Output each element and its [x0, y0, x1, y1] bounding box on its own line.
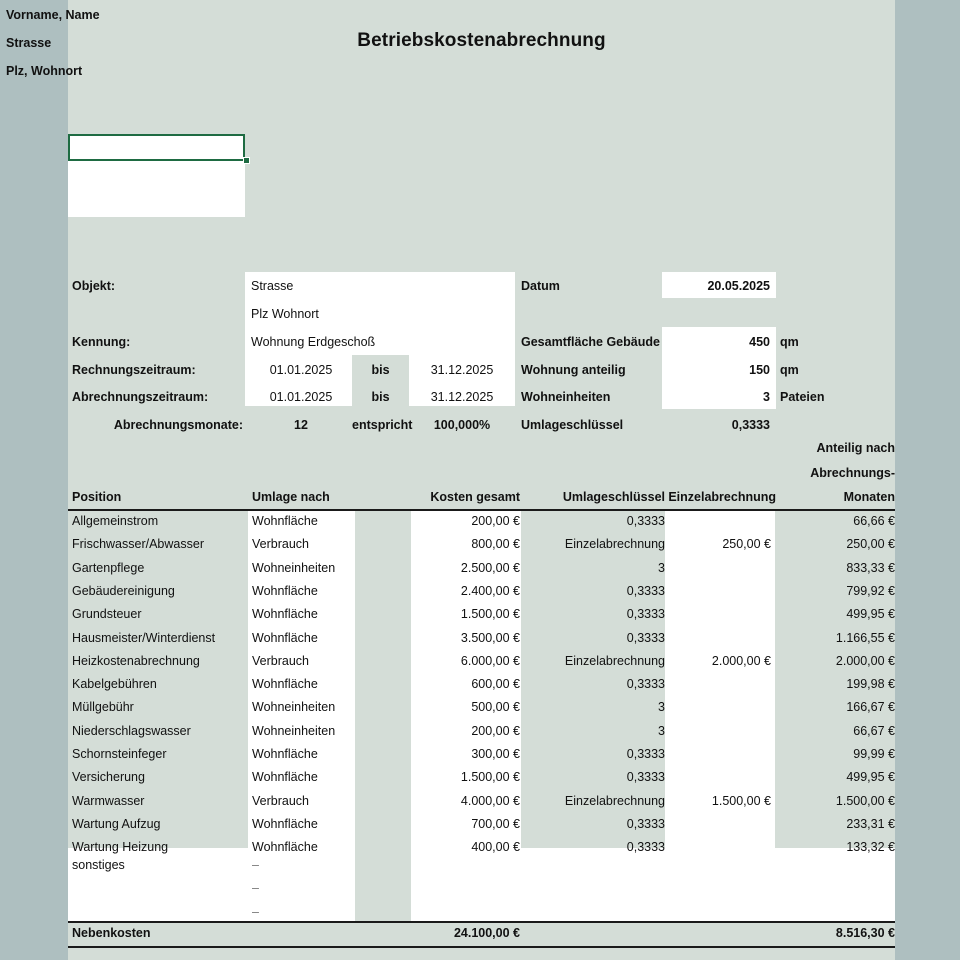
cell-anteilig[interactable]: 133,32 €	[846, 840, 895, 855]
cell-anteilig[interactable]: 799,92 €	[846, 583, 895, 598]
datum-value[interactable]: 20.05.2025	[707, 279, 770, 293]
cell-position[interactable]: Heizkostenabrechnung	[72, 653, 200, 668]
cell-anteilig[interactable]: 66,67 €	[853, 723, 895, 738]
cell-anteilig[interactable]: 99,99 €	[853, 747, 895, 761]
abrechnungszeitraum-from[interactable]: 01.01.2025	[269, 390, 333, 404]
cell-position[interactable]: Kabelgebühren	[72, 677, 157, 692]
cell-anteilig[interactable]: 1.500,00 €	[835, 793, 895, 808]
total-top-rule	[68, 921, 895, 923]
wohnung-anteilig-unit: qm	[780, 363, 799, 377]
cell-kosten-gesamt[interactable]: 300,00 €	[471, 747, 520, 761]
address-line-city[interactable]: Plz, Wohnort	[6, 64, 83, 78]
cell-umlageschluessel[interactable]: 0,3333	[626, 583, 665, 598]
cell-kosten-gesamt[interactable]: 2.400,00 €	[460, 583, 520, 598]
wohneinheiten-unit: Pateien	[780, 390, 825, 404]
gesamtflaeche-label: Gesamtfläche Gebäude	[521, 335, 660, 349]
cell-umlage-nach[interactable]: Wohneinheiten	[252, 700, 336, 715]
abrechnungszeitraum-bis-label: bis	[371, 390, 390, 404]
cell-einzelabrechnung[interactable]: 250,00 €	[722, 537, 771, 552]
band-sonstiges-umlageschluessel	[521, 848, 665, 921]
cell-umlage-nach[interactable]: Wohnfläche	[252, 816, 318, 831]
cell-umlage-nach[interactable]: Wohnfläche	[252, 514, 318, 528]
cell-umlageschluessel[interactable]: 3	[658, 700, 665, 715]
rechnungszeitraum-from[interactable]: 01.01.2025	[269, 363, 333, 377]
objekt-street-value[interactable]: Strasse	[251, 279, 294, 293]
abrechnungszeitraum-to[interactable]: 31.12.2025	[430, 390, 494, 404]
total-anteilig: 8.516,30 €	[835, 926, 895, 940]
cell-kosten-gesamt[interactable]: 400,00 €	[471, 840, 520, 855]
sonstiges-label: sonstiges	[72, 858, 125, 872]
objekt-label: Objekt:	[72, 279, 116, 293]
cell-umlage-nach[interactable]: Wohnfläche	[252, 770, 318, 785]
cell-umlageschluessel[interactable]: Einzelabrechnung	[564, 793, 665, 808]
header-umlageschluessel: Umlageschlüssel	[562, 490, 665, 504]
cell-kosten-gesamt[interactable]: 200,00 €	[471, 723, 520, 738]
cell-anteilig[interactable]: 833,33 €	[846, 560, 895, 575]
cell-umlageschluessel[interactable]: 3	[658, 560, 665, 575]
cell-umlageschluessel[interactable]: 0,3333	[626, 770, 665, 785]
cell-position[interactable]: Niederschlagswasser	[72, 723, 191, 738]
cell-umlageschluessel[interactable]: 0,3333	[626, 816, 665, 831]
entspricht-value[interactable]: 100,000%	[433, 418, 491, 432]
sonstiges-dash[interactable]: –	[252, 881, 259, 896]
cell-umlage-nach[interactable]: Wohnfläche	[252, 583, 318, 598]
cell-position[interactable]: Grundsteuer	[72, 607, 142, 622]
gesamtflaeche-value[interactable]: 450	[749, 335, 770, 349]
total-kosten-gesamt: 24.100,00 €	[453, 926, 520, 940]
entspricht-label: entspricht	[352, 418, 413, 432]
cell-position[interactable]: Schornsteinfeger	[72, 747, 167, 761]
cell-umlageschluessel[interactable]: 3	[658, 723, 665, 738]
cell-kosten-gesamt[interactable]: 2.500,00 €	[460, 560, 520, 575]
sonstiges-dash[interactable]: –	[252, 904, 259, 919]
address-block	[68, 134, 245, 217]
address-line-street[interactable]: Strasse	[6, 36, 52, 50]
wohneinheiten-value[interactable]: 3	[763, 390, 770, 404]
cell-kosten-gesamt[interactable]: 700,00 €	[471, 816, 520, 831]
cell-einzelabrechnung[interactable]: 2.000,00 €	[711, 653, 771, 668]
total-bottom-rule	[68, 946, 895, 948]
header-kosten-gesamt: Kosten gesamt	[430, 490, 520, 504]
page-title: Betriebskostenabrechnung	[357, 30, 606, 51]
header-umlage-nach: Umlage nach	[252, 490, 330, 504]
header-anteilig-line2: Abrechnungs-	[810, 466, 895, 480]
gesamtflaeche-unit: qm	[780, 335, 799, 349]
cell-umlage-nach[interactable]: Verbrauch	[252, 537, 309, 552]
cell-position[interactable]: Wartung Heizung	[72, 840, 169, 855]
cell-umlageschluessel[interactable]: 0,3333	[626, 677, 665, 692]
cell-position[interactable]: Allgemeinstrom	[72, 514, 159, 528]
cell-position[interactable]: Gartenpflege	[72, 560, 145, 575]
cell-kosten-gesamt[interactable]: 500,00 €	[471, 700, 520, 715]
rechnungszeitraum-label: Rechnungszeitraum:	[72, 363, 196, 377]
cell-umlage-nach[interactable]: Verbrauch	[252, 793, 309, 808]
cell-umlageschluessel[interactable]: Einzelabrechnung	[564, 653, 665, 668]
cell-kosten-gesamt[interactable]: 600,00 €	[471, 677, 520, 692]
umlageschluessel-label: Umlageschlüssel	[521, 418, 624, 432]
cell-umlageschluessel[interactable]: 0,3333	[626, 747, 665, 761]
address-line-name[interactable]: Vorname, Name	[6, 8, 100, 22]
cell-einzelabrechnung[interactable]: 1.500,00 €	[711, 793, 771, 808]
cell-umlage-nach[interactable]: Wohnfläche	[252, 840, 318, 855]
cell-umlage-nach[interactable]: Wohnfläche	[252, 677, 318, 692]
wohnung-anteilig-label: Wohnung anteilig	[521, 363, 626, 377]
wohnung-anteilig-value[interactable]: 150	[749, 363, 770, 377]
cell-kosten-gesamt[interactable]: 1.500,00 €	[460, 607, 520, 622]
band-sonstiges-anteilig	[775, 848, 895, 921]
cell-position[interactable]: Hausmeister/Winterdienst	[72, 630, 216, 645]
cell-anteilig[interactable]: 250,00 €	[846, 537, 895, 552]
cell-umlage-nach[interactable]: Wohneinheiten	[252, 723, 336, 738]
cell-position[interactable]: Frischwasser/Abwasser	[72, 537, 204, 552]
cell-anteilig[interactable]: 199,98 €	[846, 677, 895, 692]
abrechnungszeitraum-label: Abrechnungszeitraum:	[72, 390, 209, 404]
rechnungszeitraum-bis-label: bis	[371, 363, 390, 377]
fill-handle[interactable]	[243, 157, 250, 164]
cell-umlageschluessel[interactable]: Einzelabrechnung	[564, 537, 665, 552]
cell-umlage-nach[interactable]: Wohnfläche	[252, 607, 318, 622]
cell-anteilig[interactable]: 66,66 €	[853, 514, 895, 528]
abrechnungsmonate-value[interactable]: 12	[294, 418, 308, 432]
cell-umlageschluessel[interactable]: 0,3333	[626, 840, 665, 855]
header-position: Position	[72, 490, 122, 504]
cell-umlageschluessel[interactable]: 0,3333	[626, 630, 665, 645]
cell-umlageschluessel[interactable]: 0,3333	[626, 514, 665, 528]
wohneinheiten-label: Wohneinheiten	[521, 390, 611, 404]
cell-kosten-gesamt[interactable]: 4.000,00 €	[460, 793, 520, 808]
cell-anteilig[interactable]: 2.000,00 €	[835, 653, 895, 668]
umlageschluessel-value[interactable]: 0,3333	[731, 418, 770, 432]
datum-label: Datum	[521, 279, 560, 293]
kennung-value[interactable]: Wohnung Erdgeschoß	[251, 335, 376, 349]
cell-umlage-nach[interactable]: Wohneinheiten	[252, 560, 336, 575]
cell-anteilig[interactable]: 233,31 €	[846, 816, 895, 831]
kennung-label: Kennung:	[72, 335, 131, 349]
cell-anteilig[interactable]: 1.166,55 €	[835, 630, 895, 645]
cell-position[interactable]: Versicherung	[72, 770, 145, 785]
header-anteilig-line1: Anteilig nach	[816, 441, 895, 455]
cell-position[interactable]: Müllgebühr	[72, 700, 134, 715]
cell-position[interactable]: Gebäudereinigung	[72, 583, 175, 598]
cell-kosten-gesamt[interactable]: 800,00 €	[471, 537, 520, 552]
cell-position[interactable]: Wartung Aufzug	[72, 816, 161, 831]
cell-anteilig[interactable]: 166,67 €	[846, 700, 895, 715]
band-einzelabrechnung	[665, 511, 775, 921]
abrechnungsmonate-label: Abrechnungsmonate:	[113, 418, 243, 432]
sonstiges-dash[interactable]: –	[252, 858, 259, 872]
header-einzelabrechnung: Einzelabrechnung	[668, 490, 776, 504]
total-label: Nebenkosten	[72, 926, 151, 940]
cell-anteilig[interactable]: 499,95 €	[846, 770, 895, 785]
cell-umlage-nach[interactable]: Wohnfläche	[252, 630, 318, 645]
cell-kosten-gesamt[interactable]: 1.500,00 €	[460, 770, 520, 785]
cell-anteilig[interactable]: 499,95 €	[846, 607, 895, 622]
cell-kosten-gesamt[interactable]: 3.500,00 €	[460, 630, 520, 645]
cell-umlage-nach[interactable]: Wohnfläche	[252, 747, 318, 761]
cell-umlageschluessel[interactable]: 0,3333	[626, 607, 665, 622]
cell-kosten-gesamt[interactable]: 200,00 €	[471, 514, 520, 528]
objekt-city-value[interactable]: Plz Wohnort	[251, 307, 319, 321]
header-anteilig-line3: Monaten	[843, 490, 895, 504]
cell-umlage-nach[interactable]: Verbrauch	[252, 653, 309, 668]
cell-kosten-gesamt[interactable]: 6.000,00 €	[460, 653, 520, 668]
rechnungszeitraum-to[interactable]: 31.12.2025	[430, 363, 494, 377]
cell-position[interactable]: Warmwasser	[72, 793, 145, 808]
